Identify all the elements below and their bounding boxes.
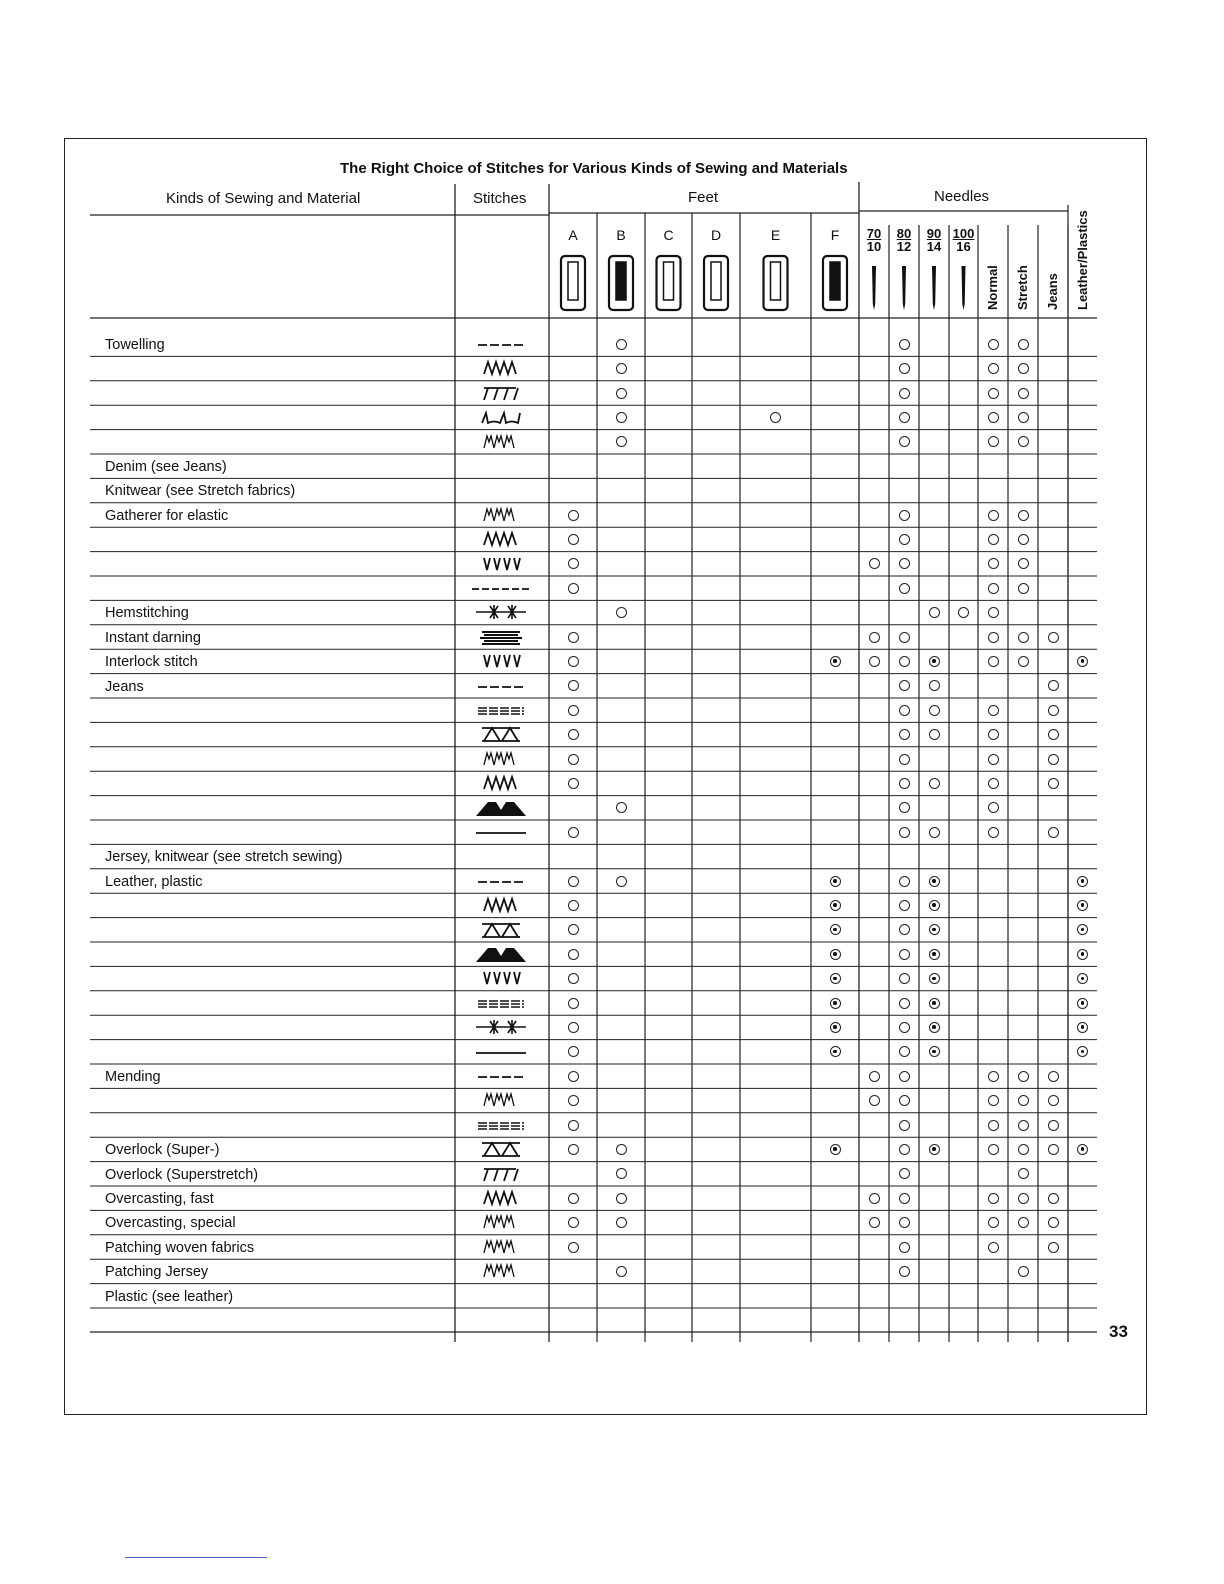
- open-circle-mark: [899, 363, 910, 374]
- open-circle-mark: [1018, 436, 1029, 447]
- open-circle-mark: [1048, 729, 1059, 740]
- open-circle-mark: [1048, 754, 1059, 765]
- open-circle-mark: [1018, 1071, 1029, 1082]
- filled-circle-mark: [830, 1144, 841, 1155]
- open-circle-mark: [1018, 1168, 1029, 1179]
- open-circle-mark: [568, 680, 579, 691]
- open-circle-mark: [568, 900, 579, 911]
- filled-circle-mark: [1077, 998, 1088, 1009]
- open-circle-mark: [899, 1095, 910, 1106]
- foot-letter-f: F: [830, 227, 840, 243]
- open-circle-mark: [869, 632, 880, 643]
- open-circle-mark: [988, 705, 999, 716]
- zigzag-stitch-icon: [470, 359, 532, 377]
- row-label: Knitwear (see Stretch fabrics): [105, 483, 296, 500]
- filled-circle-mark: [929, 656, 940, 667]
- open-circle-mark: [899, 680, 910, 691]
- open-circle-mark: [1018, 1095, 1029, 1106]
- open-circle-mark: [568, 534, 579, 545]
- zigzag-stitch-icon: [470, 896, 532, 914]
- open-circle-mark: [1048, 827, 1059, 838]
- open-circle-mark: [899, 412, 910, 423]
- open-circle-mark: [988, 827, 999, 838]
- open-circle-mark: [1048, 632, 1059, 643]
- feather-stitch-icon: [470, 921, 532, 939]
- multizigzag-stitch-icon: [470, 1262, 532, 1280]
- open-circle-mark: [568, 656, 579, 667]
- open-circle-mark: [899, 656, 910, 667]
- zigzag-stitch-icon: [470, 530, 532, 548]
- dashed-stitch-icon: [470, 335, 532, 353]
- open-circle-mark: [568, 998, 579, 1009]
- open-circle-mark: [1018, 656, 1029, 667]
- open-circle-mark: [1018, 534, 1029, 545]
- open-circle-mark: [988, 778, 999, 789]
- filled-circle-mark: [830, 998, 841, 1009]
- needle-size-top: 80: [896, 226, 912, 241]
- needle-type-stretch: Stretch: [1015, 265, 1030, 310]
- filled-circle-mark: [1077, 1144, 1088, 1155]
- open-circle-mark: [616, 607, 627, 618]
- needle-size-top: 70: [866, 226, 882, 241]
- filled-circle-mark: [929, 949, 940, 960]
- open-circle-mark: [568, 827, 579, 838]
- needle-size-top: 100: [952, 226, 975, 241]
- open-circle-mark: [869, 1193, 880, 1204]
- needle-type-normal: Normal: [985, 265, 1000, 310]
- presser-foot-d-icon: [704, 256, 728, 310]
- needle-size-bottom: 10: [866, 239, 882, 254]
- open-circle-mark: [568, 1095, 579, 1106]
- satin-stitch-icon: [470, 799, 532, 817]
- open-circle-mark: [1018, 1266, 1029, 1277]
- satin-stitch-icon: [470, 945, 532, 963]
- open-circle-mark: [1018, 412, 1029, 423]
- open-circle-mark: [568, 705, 579, 716]
- open-circle-mark: [899, 388, 910, 399]
- needle-size-bottom: 12: [896, 239, 912, 254]
- open-circle-mark: [899, 436, 910, 447]
- open-circle-mark: [929, 607, 940, 618]
- triple-stitch-icon: [470, 701, 532, 719]
- open-circle-mark: [1018, 1120, 1029, 1131]
- needle-icon: [932, 266, 936, 310]
- row-label: Patching woven fabrics: [105, 1239, 255, 1256]
- open-circle-mark: [869, 1095, 880, 1106]
- open-circle-mark: [568, 632, 579, 643]
- open-circle-mark: [899, 534, 910, 545]
- filled-circle-mark: [830, 924, 841, 935]
- open-circle-mark: [568, 1242, 579, 1253]
- open-circle-mark: [568, 876, 579, 887]
- open-circle-mark: [616, 339, 627, 350]
- open-circle-mark: [899, 973, 910, 984]
- row-label: Gatherer for elastic: [105, 507, 229, 524]
- open-circle-mark: [616, 436, 627, 447]
- needle-size-bottom: 16: [956, 239, 971, 254]
- open-circle-mark: [988, 412, 999, 423]
- open-circle-mark: [1018, 1193, 1029, 1204]
- row-label: Instant darning: [105, 629, 201, 646]
- open-circle-mark: [616, 1217, 627, 1228]
- foot-letter-c: C: [663, 227, 674, 243]
- needle-size-bottom: 14: [926, 239, 942, 254]
- open-circle-mark: [616, 1168, 627, 1179]
- star-stitch-icon: [470, 1018, 532, 1036]
- open-circle-mark: [899, 729, 910, 740]
- open-circle-mark: [568, 924, 579, 935]
- open-circle-mark: [616, 1266, 627, 1277]
- open-circle-mark: [568, 510, 579, 521]
- needle-icon: [902, 266, 906, 310]
- open-circle-mark: [929, 705, 940, 716]
- open-circle-mark: [869, 558, 880, 569]
- open-circle-mark: [929, 778, 940, 789]
- header-stitches: Stitches: [473, 190, 527, 207]
- foot-letter-b: B: [616, 227, 626, 243]
- zigzag-stitch-icon: [470, 1189, 532, 1207]
- open-circle-mark: [988, 388, 999, 399]
- open-circle-mark: [770, 412, 781, 423]
- open-circle-mark: [988, 1193, 999, 1204]
- footer-rule: [125, 1557, 267, 1558]
- open-circle-mark: [929, 827, 940, 838]
- open-circle-mark: [988, 754, 999, 765]
- open-circle-mark: [616, 412, 627, 423]
- row-label: Overlock (Super-): [105, 1142, 220, 1159]
- needle-type-leather-plastics: Leather/Plastics: [1074, 210, 1090, 310]
- table-title: The Right Choice of Stitches for Various Kinds of Sewing and Materials: [340, 160, 848, 177]
- open-circle-mark: [568, 1022, 579, 1033]
- open-circle-mark: [568, 949, 579, 960]
- row-label: Mending: [105, 1069, 161, 1085]
- multizigzag-stitch-icon: [470, 1091, 532, 1109]
- open-circle-mark: [899, 705, 910, 716]
- needle-icon: [872, 266, 876, 310]
- open-circle-mark: [869, 656, 880, 667]
- open-circle-mark: [899, 754, 910, 765]
- open-circle-mark: [616, 802, 627, 813]
- needle-size-top: 90: [926, 226, 942, 241]
- open-circle-mark: [899, 583, 910, 594]
- header-kinds: Kinds of Sewing and Material: [166, 190, 361, 207]
- open-circle-mark: [568, 973, 579, 984]
- open-circle-mark: [568, 558, 579, 569]
- presser-foot-a-icon: [561, 256, 585, 310]
- open-circle-mark: [988, 607, 999, 618]
- filled-circle-mark: [929, 998, 940, 1009]
- longdash-stitch-icon: [470, 579, 532, 597]
- open-circle-mark: [568, 1046, 579, 1057]
- open-circle-mark: [616, 363, 627, 374]
- open-circle-mark: [1018, 363, 1029, 374]
- open-circle-mark: [899, 802, 910, 813]
- open-circle-mark: [899, 1217, 910, 1228]
- multizigzag-stitch-icon: [470, 433, 532, 451]
- open-circle-mark: [568, 754, 579, 765]
- open-circle-mark: [869, 1217, 880, 1228]
- open-circle-mark: [899, 827, 910, 838]
- blind-stitch-icon: [470, 652, 532, 670]
- open-circle-mark: [988, 729, 999, 740]
- filled-circle-mark: [830, 949, 841, 960]
- open-circle-mark: [929, 680, 940, 691]
- header-needles: Needles: [934, 188, 990, 205]
- open-circle-mark: [1018, 583, 1029, 594]
- multizigzag-stitch-icon: [470, 750, 532, 768]
- open-circle-mark: [988, 1144, 999, 1155]
- open-circle-mark: [988, 583, 999, 594]
- multizigzag-stitch-icon: [470, 1213, 532, 1231]
- open-circle-mark: [1018, 388, 1029, 399]
- row-label: Jersey, knitwear (see stretch sewing): [105, 849, 343, 866]
- filled-circle-mark: [1077, 900, 1088, 911]
- row-label: Hemstitching: [105, 605, 189, 622]
- open-circle-mark: [988, 1242, 999, 1253]
- open-circle-mark: [616, 388, 627, 399]
- filled-circle-mark: [929, 1046, 940, 1057]
- filled-circle-mark: [929, 1144, 940, 1155]
- open-circle-mark: [929, 729, 940, 740]
- filled-circle-mark: [1077, 1022, 1088, 1033]
- dashed-stitch-icon: [470, 872, 532, 890]
- triple-stitch-icon: [470, 994, 532, 1012]
- open-circle-mark: [1048, 778, 1059, 789]
- filled-circle-mark: [830, 1022, 841, 1033]
- open-circle-mark: [1018, 339, 1029, 350]
- open-circle-mark: [568, 1071, 579, 1082]
- open-circle-mark: [616, 876, 627, 887]
- filled-circle-mark: [830, 876, 841, 887]
- filled-circle-mark: [1077, 876, 1088, 887]
- open-circle-mark: [568, 778, 579, 789]
- open-circle-mark: [988, 1071, 999, 1082]
- overlock-stitch-icon: [470, 1165, 532, 1183]
- presser-foot-f-icon: [823, 256, 847, 310]
- straight-stitch-icon: [470, 823, 532, 841]
- open-circle-mark: [1048, 1242, 1059, 1253]
- open-circle-mark: [988, 1120, 999, 1131]
- open-circle-mark: [1018, 632, 1029, 643]
- open-circle-mark: [988, 1095, 999, 1106]
- open-circle-mark: [1048, 1193, 1059, 1204]
- row-label: Patching Jersey: [105, 1264, 209, 1281]
- needle-type-jeans: Jeans: [1045, 273, 1060, 310]
- straight-stitch-icon: [470, 1043, 532, 1061]
- open-circle-mark: [988, 656, 999, 667]
- open-circle-mark: [899, 510, 910, 521]
- open-circle-mark: [899, 1144, 910, 1155]
- open-circle-mark: [568, 583, 579, 594]
- feather-stitch-icon: [470, 1140, 532, 1158]
- foot-letter-e: E: [770, 227, 781, 243]
- row-label: Overcasting, fast: [105, 1191, 214, 1207]
- blind-stitch-icon: [470, 555, 532, 573]
- row-label: Overcasting, special: [105, 1215, 236, 1232]
- row-label: Towelling: [105, 337, 165, 353]
- row-label: Plastic (see leather): [105, 1288, 234, 1305]
- row-label: Leather, plastic: [105, 873, 203, 890]
- open-circle-mark: [899, 1242, 910, 1253]
- filled-circle-mark: [830, 900, 841, 911]
- row-label: Jeans: [105, 678, 144, 695]
- open-circle-mark: [1048, 1144, 1059, 1155]
- open-circle-mark: [988, 436, 999, 447]
- row-label: Overlock (Superstretch): [105, 1166, 259, 1183]
- open-circle-mark: [899, 1071, 910, 1082]
- open-circle-mark: [1018, 558, 1029, 569]
- open-circle-mark: [899, 1193, 910, 1204]
- needle-icon: [962, 266, 966, 310]
- open-circle-mark: [899, 1120, 910, 1131]
- filled-circle-mark: [929, 924, 940, 935]
- open-circle-mark: [899, 949, 910, 960]
- filled-circle-mark: [1077, 656, 1088, 667]
- open-circle-mark: [988, 558, 999, 569]
- open-circle-mark: [616, 1193, 627, 1204]
- header-feet: Feet: [688, 189, 719, 206]
- filled-circle-mark: [929, 876, 940, 887]
- open-circle-mark: [869, 1071, 880, 1082]
- open-circle-mark: [568, 1217, 579, 1228]
- open-circle-mark: [1048, 1217, 1059, 1228]
- triple-stitch-icon: [470, 1116, 532, 1134]
- open-circle-mark: [616, 1144, 627, 1155]
- presser-foot-b-icon: [609, 256, 633, 310]
- filled-circle-mark: [929, 900, 940, 911]
- darning-stitch-icon: [470, 628, 532, 646]
- open-circle-mark: [1018, 1217, 1029, 1228]
- filled-circle-mark: [929, 973, 940, 984]
- foot-letter-a: A: [568, 227, 578, 243]
- open-circle-mark: [899, 998, 910, 1009]
- open-circle-mark: [568, 1144, 579, 1155]
- open-circle-mark: [1048, 1095, 1059, 1106]
- open-circle-mark: [899, 339, 910, 350]
- presser-foot-c-icon: [657, 256, 681, 310]
- open-circle-mark: [1048, 705, 1059, 716]
- filled-circle-mark: [1077, 949, 1088, 960]
- filled-circle-mark: [929, 1022, 940, 1033]
- open-circle-mark: [1048, 680, 1059, 691]
- open-circle-mark: [988, 802, 999, 813]
- open-circle-mark: [899, 1168, 910, 1179]
- open-circle-mark: [899, 1022, 910, 1033]
- page-number: 33: [1109, 1322, 1128, 1341]
- star-stitch-icon: [470, 603, 532, 621]
- open-circle-mark: [568, 729, 579, 740]
- open-circle-mark: [899, 876, 910, 887]
- zigzag-stitch-icon: [470, 774, 532, 792]
- foot-letter-d: D: [710, 227, 722, 243]
- filled-circle-mark: [830, 656, 841, 667]
- multizigzag-stitch-icon: [470, 1238, 532, 1256]
- open-circle-mark: [988, 363, 999, 374]
- open-circle-mark: [899, 778, 910, 789]
- open-circle-mark: [568, 1193, 579, 1204]
- open-circle-mark: [568, 1120, 579, 1131]
- filled-circle-mark: [830, 1046, 841, 1057]
- blind-stitch-icon: [470, 969, 532, 987]
- open-circle-mark: [1048, 1071, 1059, 1082]
- row-label: Interlock stitch: [105, 654, 198, 671]
- open-circle-mark: [899, 558, 910, 569]
- open-circle-mark: [899, 1266, 910, 1277]
- open-circle-mark: [988, 339, 999, 350]
- feather-stitch-icon: [470, 725, 532, 743]
- open-circle-mark: [988, 1217, 999, 1228]
- multizigzag-stitch-icon: [470, 506, 532, 524]
- row-label: Denim (see Jeans): [105, 459, 227, 475]
- open-circle-mark: [988, 510, 999, 521]
- shell-stitch-icon: [470, 408, 532, 426]
- presser-foot-e-icon: [764, 256, 788, 310]
- overlock-stitch-icon: [470, 384, 532, 402]
- open-circle-mark: [1018, 1144, 1029, 1155]
- open-circle-mark: [899, 900, 910, 911]
- open-circle-mark: [899, 1046, 910, 1057]
- open-circle-mark: [988, 534, 999, 545]
- open-circle-mark: [899, 924, 910, 935]
- open-circle-mark: [1048, 1120, 1059, 1131]
- open-circle-mark: [1018, 510, 1029, 521]
- dashed-stitch-icon: [470, 677, 532, 695]
- dashed-stitch-icon: [470, 1067, 532, 1085]
- open-circle-mark: [988, 632, 999, 643]
- open-circle-mark: [899, 632, 910, 643]
- filled-circle-mark: [830, 973, 841, 984]
